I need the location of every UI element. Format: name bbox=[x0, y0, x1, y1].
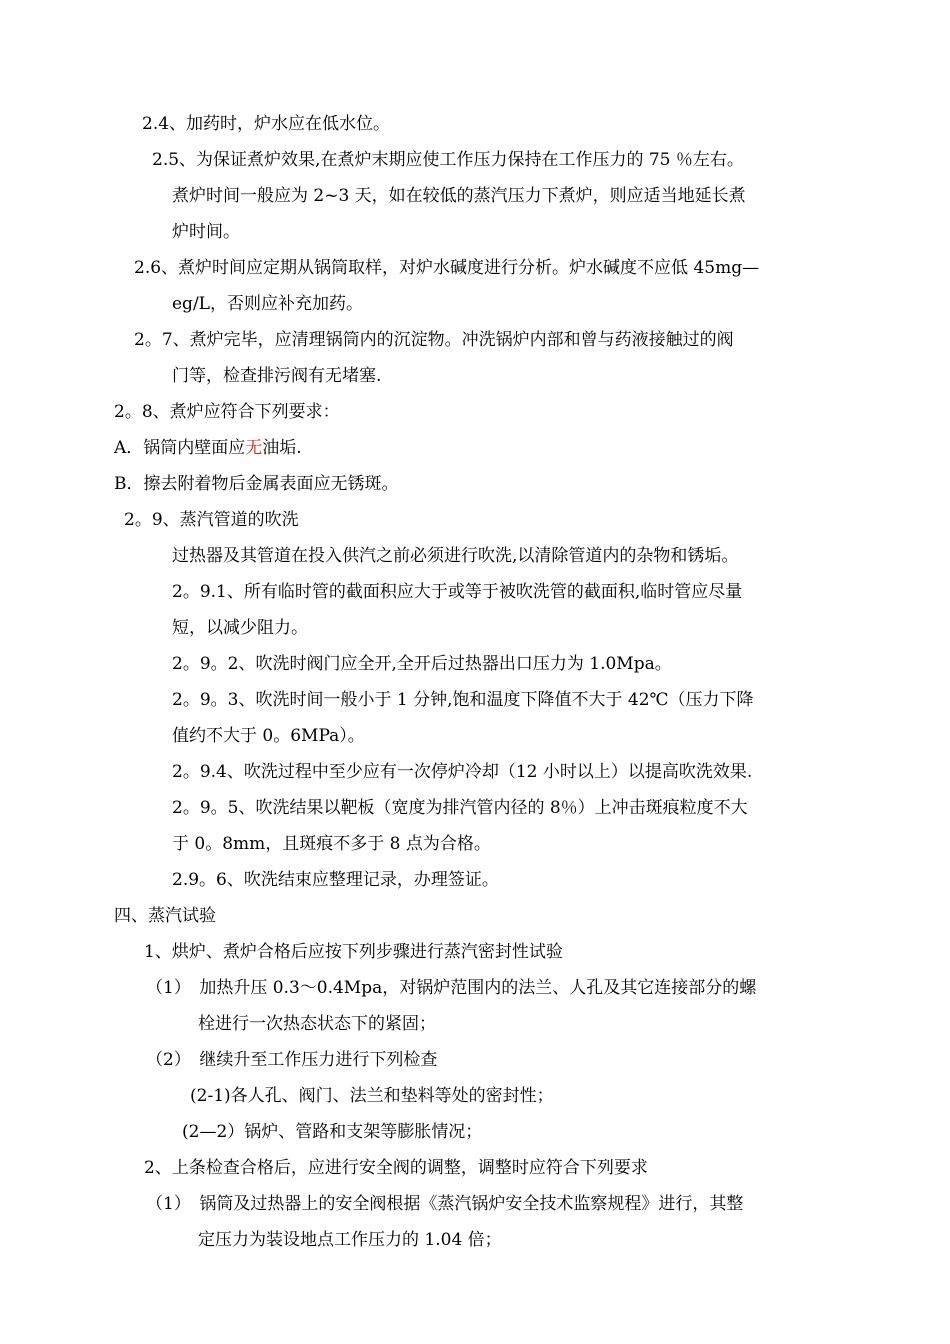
text-segment: A．锅筒内壁面应 bbox=[114, 438, 246, 458]
text-line: 2。9.1、所有临时管的截面积应大于或等于被吹洗管的截面积,临时管应尽量 bbox=[172, 582, 743, 602]
text-line: 煮炉时间一般应为 2~3 天，如在较低的蒸汽压力下煮炉，则应适当地延长煮 bbox=[172, 186, 746, 206]
text-line: 定压力为装设地点工作压力的 1.04 倍； bbox=[198, 1230, 502, 1250]
text-line: 于 0。8mm，且斑痕不多于 8 点为合格。 bbox=[172, 834, 491, 854]
text-line bbox=[114, 436, 302, 460]
text-line: 2。9。3、吹洗时间一般小于 1 分钟,饱和温度下降值不大于 42℃（压力下降 bbox=[172, 690, 754, 710]
text-line: （2） 继续升至工作压力进行下列检查 bbox=[146, 1050, 438, 1070]
text-line: 栓进行一次热态状态下的紧固； bbox=[198, 1014, 436, 1034]
text-line: 2。9、蒸汽管道的吹洗 bbox=[124, 510, 299, 530]
text-line: 2、上条检查合格后，应进行安全阀的调整，调整时应符合下列要求 bbox=[144, 1158, 648, 1178]
text-line: 炉时间。 bbox=[172, 222, 240, 242]
text-line: 2。7、煮炉完毕，应清理锅筒内的沉淀物。冲洗锅炉内部和曾与药液接触过的阀 bbox=[134, 330, 734, 350]
text-line: 2。9.4、吹洗过程中至少应有一次停炉冷却（12 小时以上）以提高吹洗效果. bbox=[172, 762, 753, 782]
text-line: 值约不大于 0。6MPa）。 bbox=[172, 726, 365, 746]
text-segment: 油垢. bbox=[262, 438, 302, 458]
text-line: 短，以减少阻力。 bbox=[172, 618, 308, 638]
text-line: 2。9。2、吹洗时阀门应全开,全开后过热器出口压力为 1.0Mpa。 bbox=[172, 654, 672, 674]
text-line: 1、烘炉、煮炉合格后应按下列步骤进行蒸汽密封性试验 bbox=[144, 942, 563, 962]
text-line: 2.5、为保证煮炉效果,在煮炉末期应使工作压力保持在工作压力的 75 ％左右。 bbox=[152, 150, 744, 170]
text-line: 门等，检查排污阀有无堵塞. bbox=[172, 366, 382, 386]
highlighted-text: 无 bbox=[245, 438, 263, 458]
text-line: (2—2）锅炉、管路和支架等膨胀情况； bbox=[182, 1122, 483, 1142]
text-line: 2.4、加药时，炉水应在低水位。 bbox=[142, 114, 391, 134]
text-line: （1） 锅筒及过热器上的安全阀根据《蒸汽锅炉安全技术监察规程》进行，其整 bbox=[146, 1194, 744, 1214]
text-line: 2.9。6、吹洗结束应整理记录，办理签证。 bbox=[172, 870, 499, 890]
text-line: （1） 加热升压 0.3～0.4Mpa，对锅炉范围内的法兰、人孔及其它连接部分的螺 bbox=[146, 978, 757, 998]
text-line: 2.6、煮炉时间应定期从锅筒取样，对炉水碱度进行分析。炉水碱度不应低 45mg— bbox=[134, 258, 760, 278]
text-line: eg/L，否则应补充加药。 bbox=[172, 294, 363, 314]
text-line: 2。9。5、吹洗结果以靶板（宽度为排汽管内径的 8％）上冲击斑痕粒度不大 bbox=[172, 798, 748, 818]
text-line: (2-1)各人孔、阀门、法兰和垫料等处的密封性； bbox=[190, 1086, 554, 1106]
section-heading: 四、蒸汽试验 bbox=[114, 906, 216, 926]
text-line: 2。8、煮炉应符合下列要求： bbox=[114, 402, 340, 422]
text-line: B．擦去附着物后金属表面应无锈斑。 bbox=[114, 474, 399, 494]
text-line: 过热器及其管道在投入供汽之前必须进行吹洗,以清除管道内的杂物和锈垢。 bbox=[172, 546, 739, 566]
